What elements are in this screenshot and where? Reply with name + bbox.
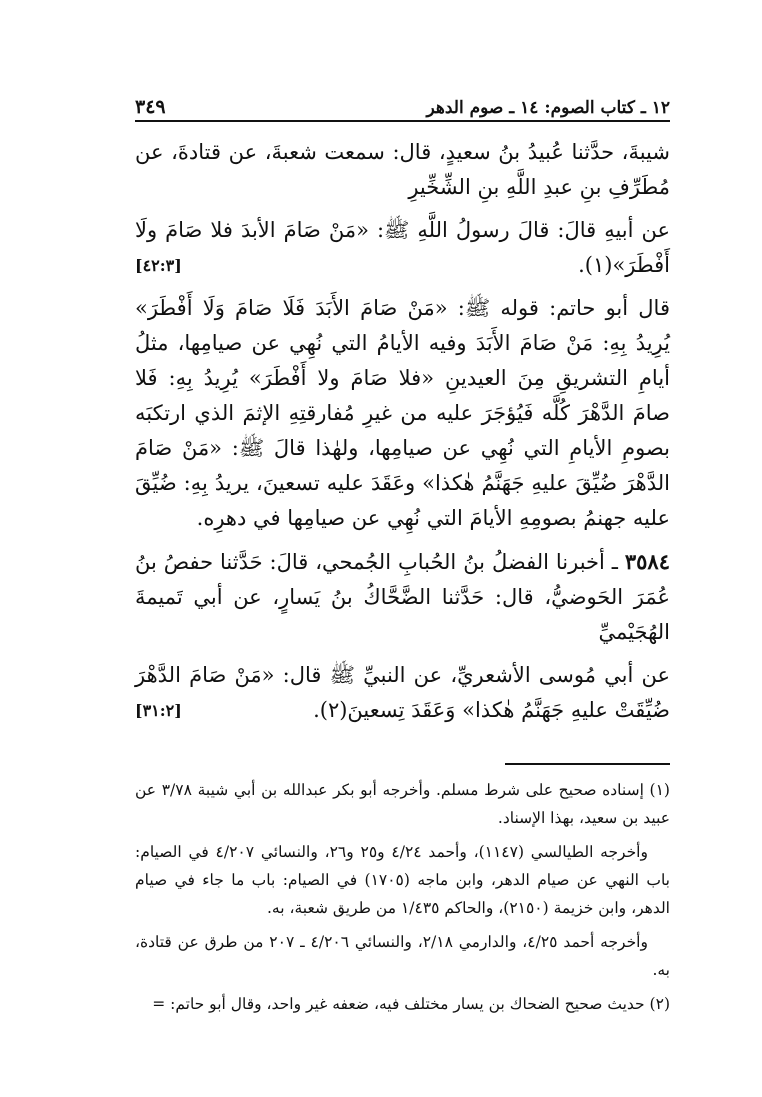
footnotes (135, 776, 670, 1024)
header-rule (135, 120, 670, 122)
paragraph-hadith (135, 213, 670, 283)
paragraph-hadith-3584 (135, 544, 670, 650)
reference-bracket: [٣١:٢] (135, 701, 182, 720)
paragraph-hadith-matn (135, 658, 670, 728)
reference-bracket: [٤٢:٣] (135, 256, 182, 275)
hadith-text: عن أبيهِ قالَ: قالَ رسولُ اللَّهِ ﷺ: «مَنْ صَامَ الأبدَ فلا صَامَ ولَا أَفْطَرَ»(١). (135, 218, 670, 277)
hadith-number: ٣٥٨٤ (624, 549, 670, 574)
page-number: ٣٤٩ (135, 96, 166, 118)
running-title: ١٢ ـ كتاب الصوم: ١٤ ـ صوم الدهر (426, 98, 670, 118)
paragraph-isnad: شيبةَ، حدَّثنا عُبيدُ بنُ سعيدٍ، قال: سمعت شعبةَ، عن قتادةَ، عن مُطَرِّفِ بنِ عبدِ اللَّهِ بنِ الشِّخِّيرِ (135, 140, 670, 199)
footnote-1: (١) إسناده صحيح على شرط مسلم. وأخرجه أبو بكر عبدالله بن أبي شيبة ٣/٧٨ عن عبيد بن سعيد، بهذا الإسناد. (135, 781, 670, 827)
hadith-text: عن أبي مُوسى الأشعريِّ، عن النبيِّ ﷺ قال: «مَنْ صَامَ الدَّهْرَ ضُيِّقَتْ عليهِ جَهَنَّمُ هٰكذا» وَعَقَدَ تِسعينَ(٢). (135, 663, 670, 722)
page-header (135, 88, 670, 118)
footnote-1-cont: وأخرجه الطيالسي (١١٤٧)، وأحمد ٤/٢٤ و٢٥ و٢٦، والنسائي ٤/٢٠٧ في الصيام: باب النهي عن صيام الدهر، وابن ماجه (١٧٠٥) في الصيام: باب ما جاء في صيام الدهر، وابن خزيمة (٢١٥٠)، والحاكم ١/٤٣٥ من طريق شعبة، به. (135, 843, 670, 917)
footnote-1-cont: وأخرجه أحمد ٤/٢٥، والدارمي ٢/١٨، والنسائي ٤/٢٠٦ ـ ٢٠٧ من طرق عن قتادة، به. (135, 933, 670, 979)
isnad-text: ـ أخبرنا الفضلُ بنُ الحُبابِ الجُمحي، قالَ: حَدَّثنا حفصُ بنُ عُمَرَ الحَوضيُّ، قال: حَدَّثنا الضَّحَّاكُ بنُ يَسارٍ، عن أبي تَميمةَ الهُجَيْميِّ (135, 550, 670, 644)
paragraph-commentary: قال أبو حاتم: قوله ﷺ: «مَنْ صَامَ الأَبَدَ فَلَا صَامَ وَلَا أَفْطَرَ» يُرِيدُ بِهِ: مَنْ صَامَ الأَبَدَ وفيه الأيامُ التي نُهِي عن صيامِها، مثلُ أيامِ التشريقِ مِنَ العيدينِ «فلا صَامَ ولا أَفْطَرَ» يُرِيدُ بِهِ: فَلا صامَ الدَّهْرَ كُلَّه فَيُؤجَرَ عليه من غيرِ مُفارقتِهِ الإثمَ الذي ارتكبَه بصومِ الأيامِ التي نُهِي عن صيامِها، ولهٰذا قالَ ﷺ: «مَنْ صَامَ الدَّهْرَ ضُيِّقَ عليهِ جَهَنَّمُ هٰكذا» وعَقَدَ عليه تسعينَ، يريدُ بِهِ: ضُيِّقَ عليه جهنمُ بصومِهِ الأيامَ التي نُهِي عن صيامِها في دهرِه. (135, 296, 670, 530)
main-text (135, 135, 670, 728)
footnote-rule (505, 763, 670, 765)
footnote-2: (٢) حديث صحيح الضحاك بن يسار مختلف فيه، ضعفه غير واحد، وقال أبو حاتم: = (152, 995, 670, 1013)
